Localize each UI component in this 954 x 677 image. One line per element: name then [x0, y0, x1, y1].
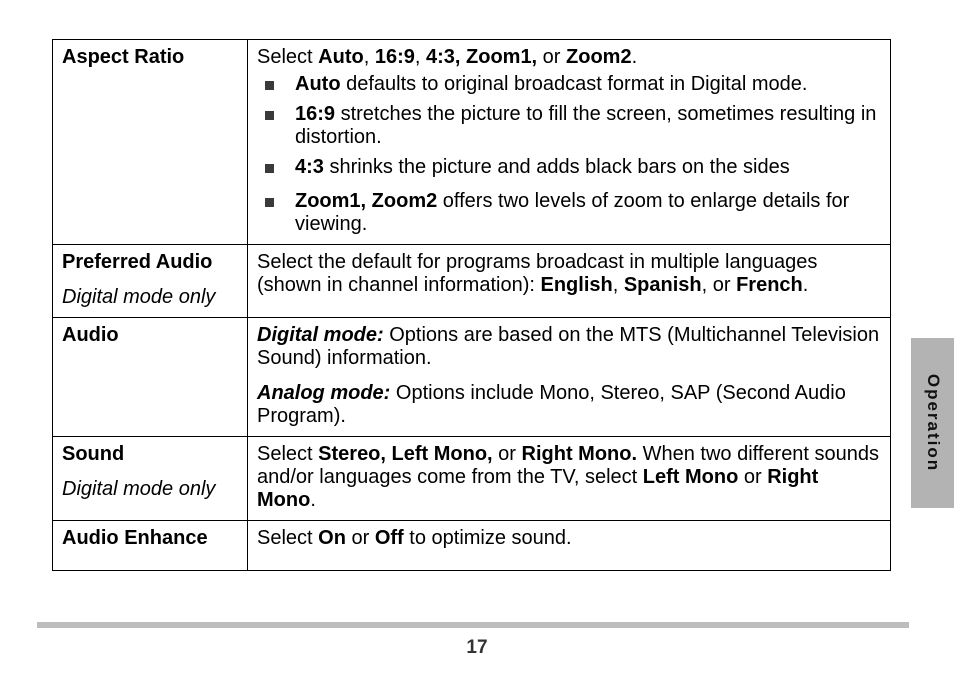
description-cell [248, 521, 891, 571]
setting-sublabel: Digital mode only [62, 286, 216, 308]
list-item: Auto defaults to original broadcast format in Digital mode. [257, 73, 881, 96]
footer-divider [37, 622, 909, 628]
description-cell [248, 245, 891, 318]
description-cell [248, 318, 891, 437]
table-row [53, 521, 891, 571]
setting-label-audio: Audio [62, 324, 119, 346]
aspect-ratio-options [257, 73, 881, 236]
list-item: 16:9 stretches the picture to fill the screen, sometimes resulting in distortion. [257, 103, 881, 149]
list-item: 4:3 shrinks the picture and adds black bars on the sides [257, 156, 881, 179]
table-row [53, 40, 891, 245]
setting-label-aspect-ratio: Aspect Ratio [62, 46, 185, 68]
table-row [53, 437, 891, 521]
setting-sublabel: Digital mode only [62, 478, 216, 500]
settings-table [52, 39, 891, 571]
description-cell [248, 437, 891, 521]
setting-label-audio-enhance: Audio Enhance [62, 527, 208, 549]
label-cell [53, 521, 248, 571]
setting-label-sound: Sound [62, 443, 125, 465]
table-row [53, 245, 891, 318]
section-tab-operation [911, 338, 954, 508]
audio-enhance-description: Select On or Off to optimize sound. [257, 527, 572, 549]
section-tab-label: Operation [923, 373, 943, 473]
audio-analog-description: Analog mode: Options include Mono, Stereo, SAP (Second Audio Program). [257, 382, 846, 427]
label-cell [53, 245, 248, 318]
label-cell [53, 437, 248, 521]
audio-digital-description: Digital mode: Options are based on the MTS (Multichannel Television Sound) information. [257, 324, 880, 369]
label-cell [53, 40, 248, 245]
sound-description: Select Stereo, Left Mono, or Right Mono. When two different sounds and/or languages come from the TV, select Left Mono or Right Mono. [257, 443, 880, 511]
setting-label-preferred-audio: Preferred Audio [62, 251, 213, 273]
label-cell [53, 318, 248, 437]
list-item: Zoom1, Zoom2 offers two levels of zoom to enlarge details for viewing. [257, 190, 881, 236]
preferred-audio-description: Select the default for programs broadcast in multiple languages (shown in channel information): English, Spanish, or French. [257, 251, 818, 296]
table-row [53, 318, 891, 437]
page-number: 17 [466, 637, 488, 658]
aspect-ratio-intro: Select Auto, 16:9, 4:3, Zoom1, or Zoom2. [257, 46, 638, 68]
description-cell [248, 40, 891, 245]
